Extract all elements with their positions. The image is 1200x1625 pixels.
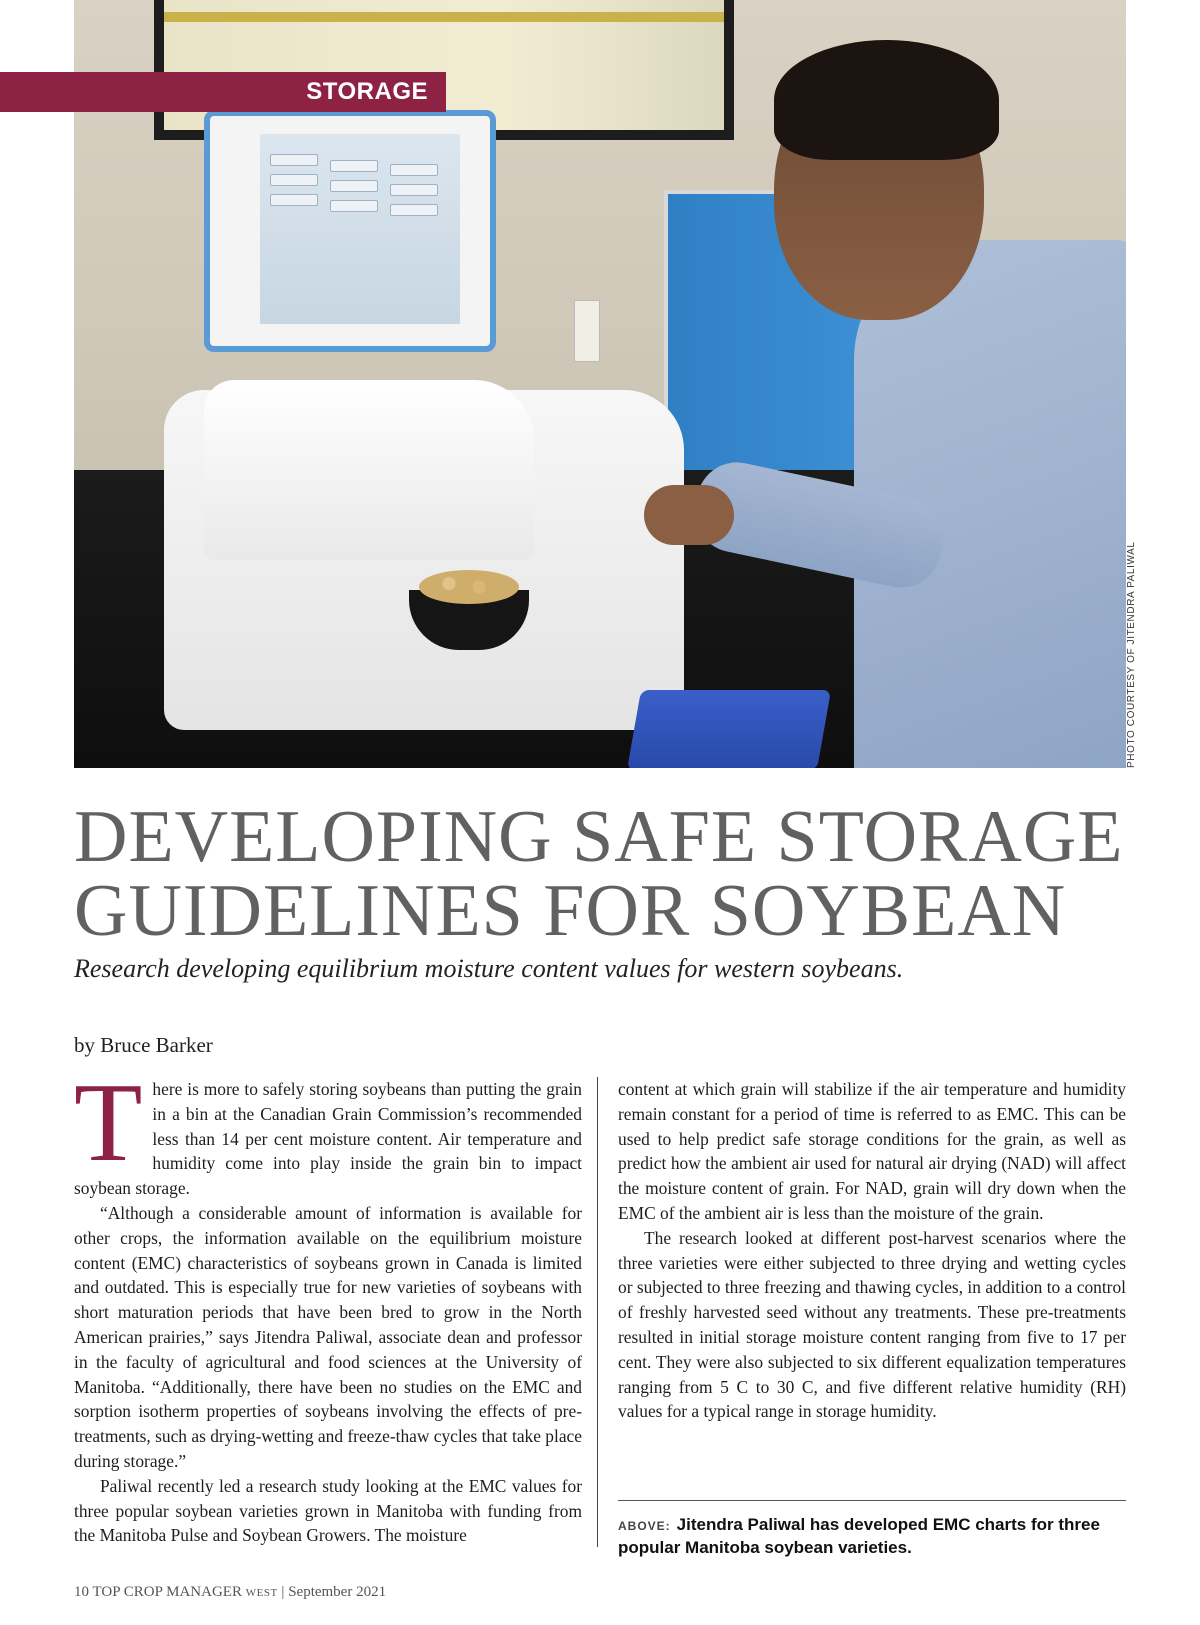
soybean-sample bbox=[419, 570, 519, 604]
page-number: 10 bbox=[74, 1584, 89, 1600]
paragraph: “Although a considerable amount of information is available for other crops, the information available on the equilibrium moisture content (EMC) characteristics of soybeans grown in Canada is limited and outdated. This is especially true for new varieties of soybeans with short maturation periods that have been bred to grow in the North American prairies,” says Jitendra Paliwal, associate dean and professor in the faculty of agricultural and food sciences at the University of Manitoba. “Additionally, there have been no studies on the EMC and sorption isotherm properties of soybeans involving the effects of pre-treatments, such as drying-wetting and freeze-thaw cycles that take place during storage.” bbox=[74, 1202, 582, 1471]
section-tag bbox=[0, 72, 446, 112]
left-column bbox=[74, 1061, 582, 1548]
issue-date: September 2021 bbox=[288, 1584, 387, 1600]
paragraph: The research looked at different post-harvest scenarios where the three varieties were either subjected to three drying and wetting cycles or subjected to three freezing and thawing cycles, in addition to a control of freshly harvested seed without any treatments. These pre-treatments resulted in initial storage moisture content ranging from five to 17 per cent. They were also subjected to six different equalization temperatures ranging from 5 C to 30 C, and five different relative humidity (RH) values for a typical range in storage humidity. bbox=[618, 1227, 1126, 1422]
headline-line-2: GUIDELINES FOR SOYBEAN bbox=[74, 870, 1067, 952]
dropcap: T bbox=[74, 1061, 143, 1185]
photo-caption bbox=[618, 1514, 1126, 1558]
paragraph: content at which grain will stabilize if the air temperature and humidity remain constant for a period of time is referred to as EMC. This can be used to help predict safe storage conditions for the grain, as well as predict how the ambient air used for natural air drying (NAD) will affect the moisture content of grain. For NAD, grain will dry down when the EMC of the ambient air is less than the moisture of the grain. bbox=[618, 1079, 1126, 1223]
caption-text: Jitendra Paliwal has developed EMC charts for three popular Manitoba soybean varieties. bbox=[618, 1515, 1100, 1557]
column-divider bbox=[597, 1077, 598, 1547]
researcher-hand bbox=[644, 485, 734, 545]
right-column bbox=[618, 1077, 1126, 1424]
photo-credit: PHOTO COURTESY OF JITENDRA PALIWAL bbox=[1126, 541, 1137, 768]
headline-line-1: DEVELOPING SAFE STORAGE bbox=[74, 796, 1124, 878]
footer-separator: | bbox=[281, 1584, 285, 1600]
page-footer bbox=[74, 1584, 386, 1601]
magazine-edition: WEST bbox=[245, 1587, 278, 1599]
caption-label: ABOVE: bbox=[618, 1519, 671, 1533]
researcher-hair bbox=[774, 40, 999, 160]
computer-monitor bbox=[204, 110, 496, 352]
grain-analyzer-hood bbox=[204, 380, 534, 560]
keypad bbox=[627, 690, 831, 768]
paragraph-text: here is more to safely storing soybeans than putting the grain in a bin at the Canadian Grain Commission’s recommended less than 14 per cent moisture content. Air temperature and humidity come into play inside the grain bin to impact soybean storage. bbox=[74, 1079, 582, 1199]
paragraph bbox=[74, 1061, 582, 1201]
byline: by Bruce Barker bbox=[74, 1033, 213, 1057]
headline bbox=[74, 796, 1134, 952]
wall-outlet bbox=[574, 300, 600, 362]
section-tag-label: STORAGE bbox=[306, 78, 428, 105]
paragraph: Paliwal recently led a research study looking at the EMC values for three popular soybean varieties grown in Manitoba with funding from the Manitoba Pulse and Soybean Growers. The moisture bbox=[74, 1475, 582, 1546]
magazine-name: TOP CROP MANAGER bbox=[92, 1584, 242, 1600]
deck: Research developing equilibrium moisture content values for western soybeans. bbox=[74, 954, 904, 983]
caption-divider bbox=[618, 1500, 1126, 1501]
article-photo bbox=[74, 0, 1126, 768]
